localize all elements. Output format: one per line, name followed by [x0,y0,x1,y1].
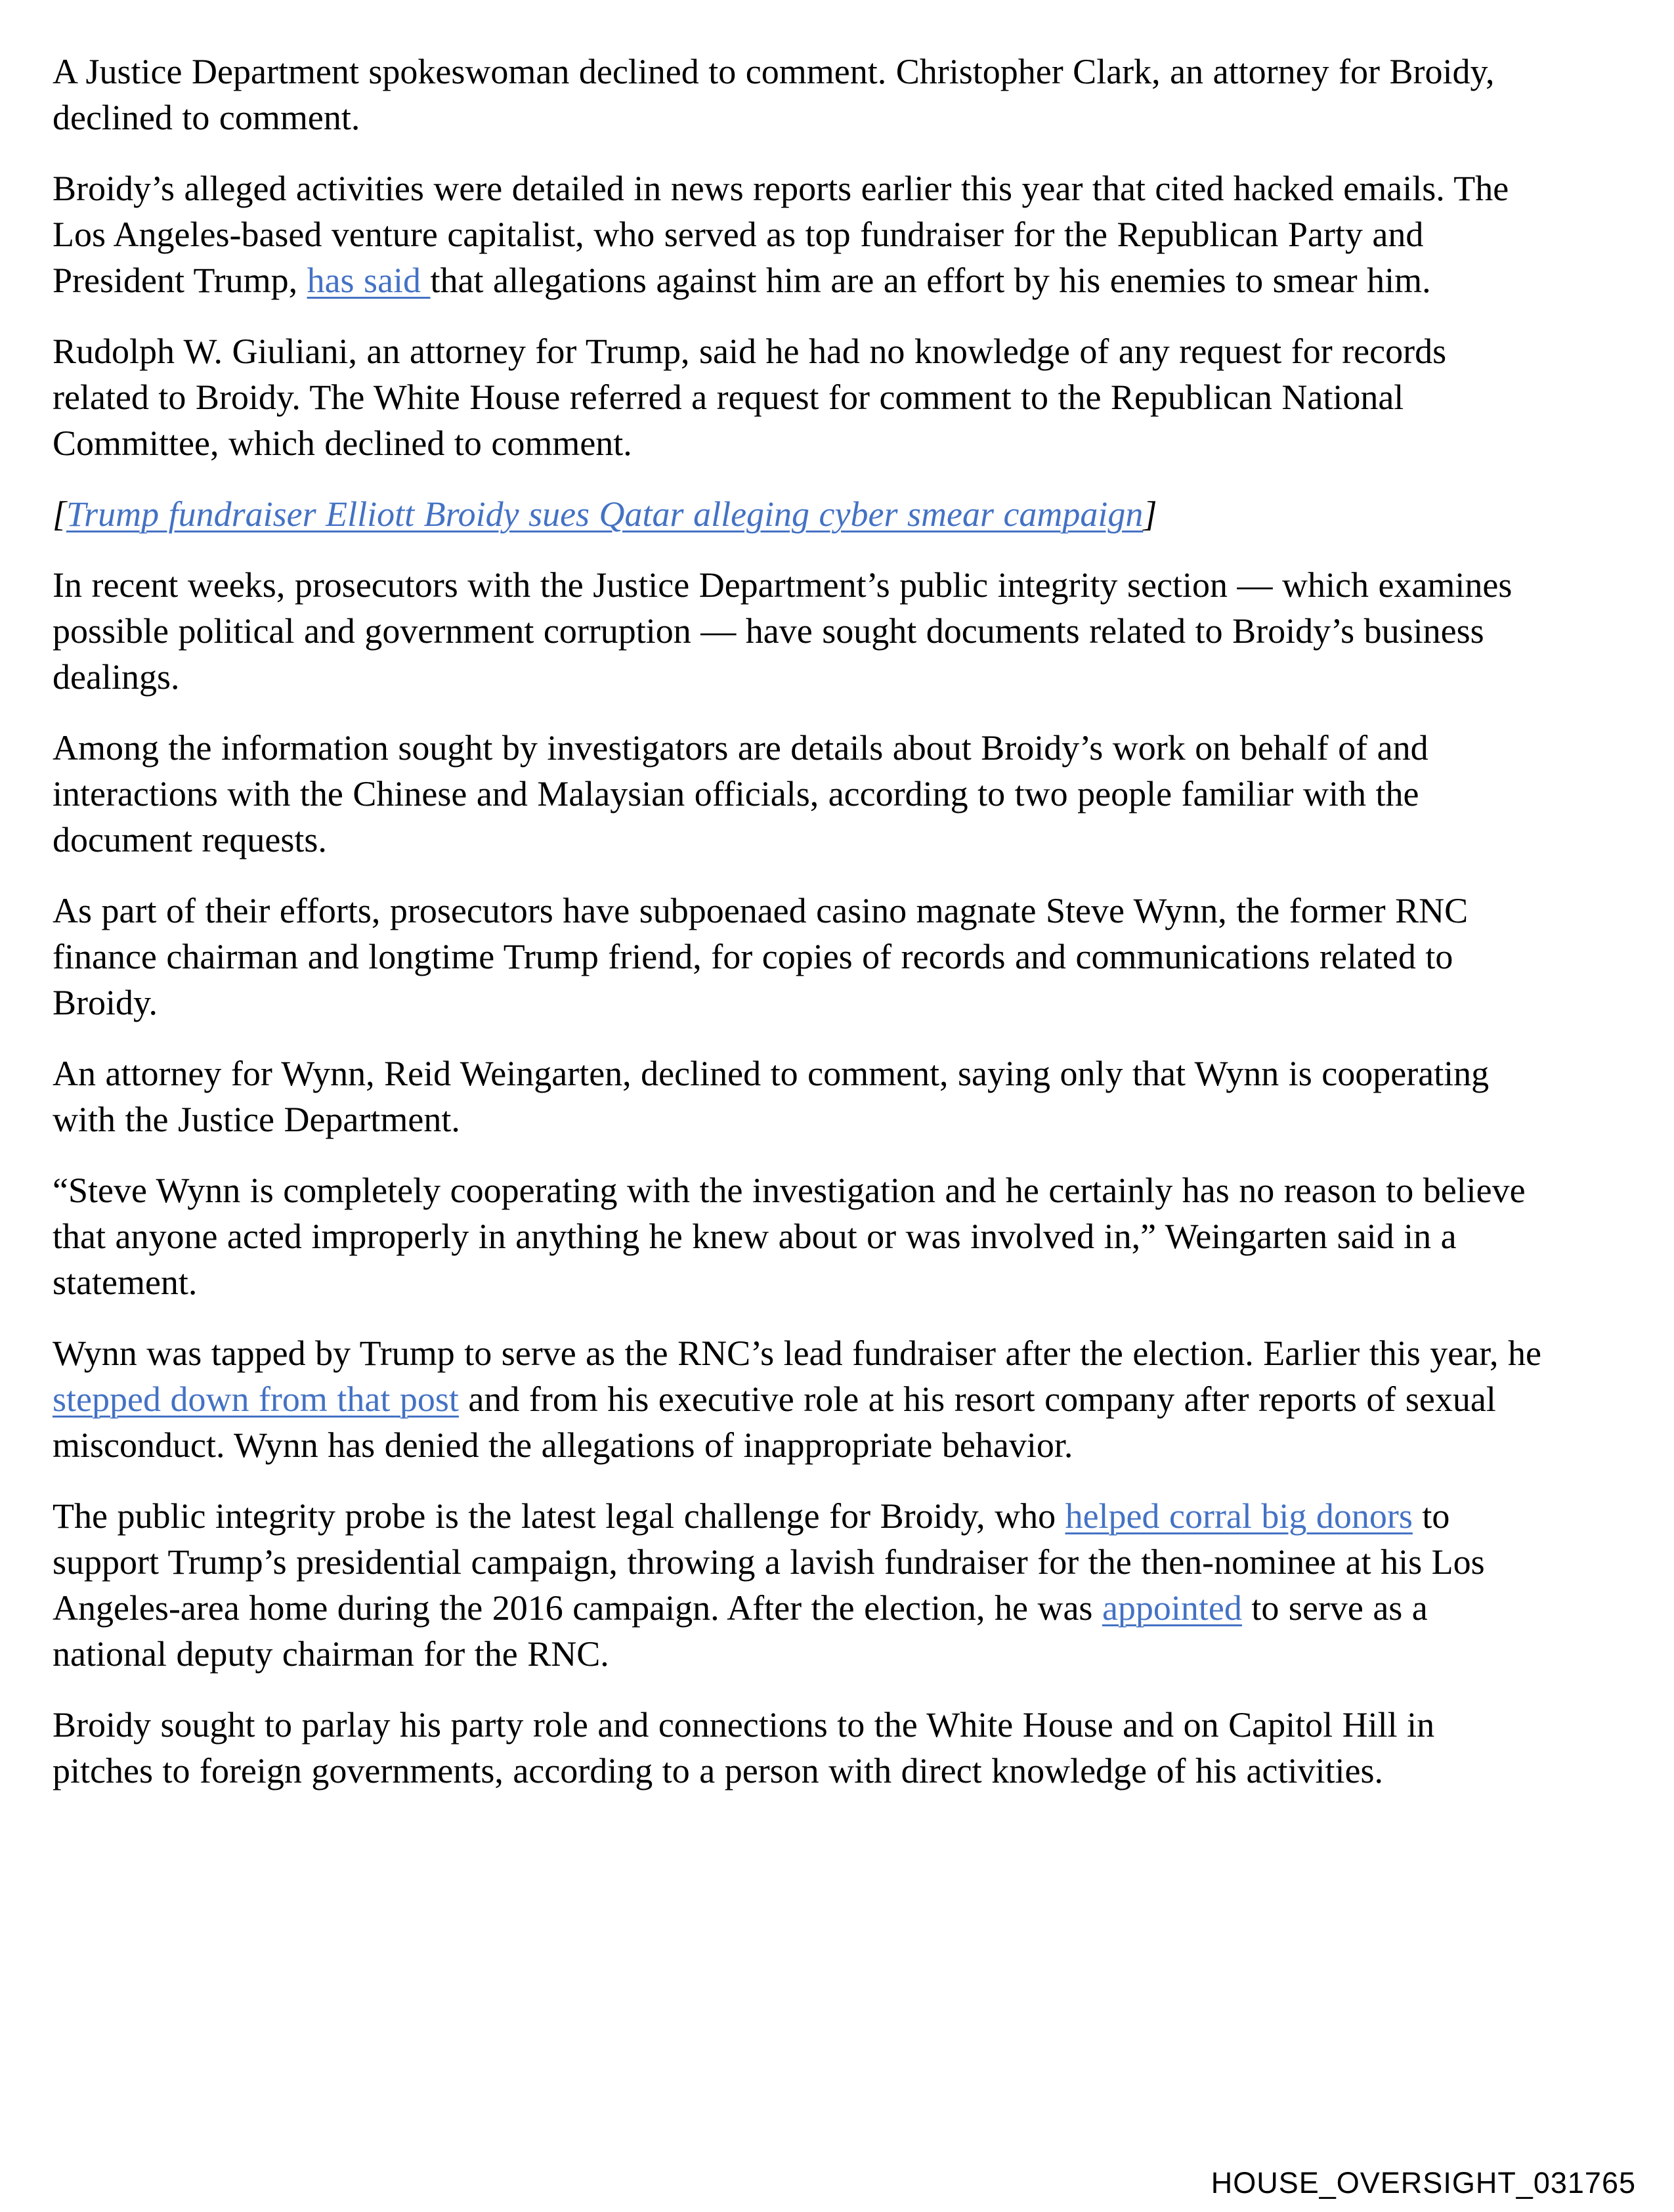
text-run: Wynn was tapped by Trump to serve as the RNC’s lead fundraiser after the election. Earlier this year, he [53,1334,1541,1373]
text-run: to serve as a national deputy chairman for the RNC. [53,1588,1428,1674]
paragraph [53,1493,1543,1677]
text-run: and from his executive role at his resort company after reports of sexual misconduct. Wynn has denied the allegations of inappropriate behavior. [53,1379,1496,1465]
bates-number: HOUSE_OVERSIGHT_031765 [1211,2166,1636,2200]
text-run: [ [53,494,67,534]
paragraph [53,1167,1543,1305]
inline-link[interactable]: helped corral big donors [1065,1496,1413,1536]
paragraph [53,725,1543,863]
text-run: Broidy sought to parlay his party role and connections to the White House and on Capitol Hill in pitches to foreign governments, according to a person with direct knowledge of his activities. [53,1705,1435,1790]
paragraph [53,491,1543,537]
text-run: An attorney for Wynn, Reid Weingarten, declined to comment, saying only that Wynn is cooperating with the Justice Department. [53,1054,1490,1139]
text-run: to support Trump’s presidential campaign, throwing a lavish fundraiser for the then-nominee at his Los Angeles-area home during the 2016 campaign. After the election, he was [53,1496,1485,1628]
text-run: In recent weeks, prosecutors with the Justice Department’s public integrity section — which examines possible political and government corruption — have sought documents related to Broidy’s business dealings. [53,565,1513,697]
paragraph [53,1051,1543,1142]
text-run: As part of their efforts, prosecutors have subpoenaed casino magnate Steve Wynn, the former RNC finance chairman and longtime Trump friend, for copies of records and communications related to Broidy. [53,891,1469,1022]
text-run: “Steve Wynn is completely cooperating with the investigation and he certainly has no reason to believe that anyone acted improperly in anything he knew about or was involved in,” Weingarten said in a statement. [53,1171,1526,1302]
inline-link[interactable]: appointed [1102,1588,1242,1628]
document-body [53,49,1543,1794]
paragraph [53,328,1543,466]
inline-link[interactable]: stepped down from that post [53,1379,459,1419]
inline-link[interactable]: Trump fundraiser Elliott Broidy sues Qatar alleging cyber smear campaign [66,494,1144,534]
inline-link[interactable]: has said [307,261,431,300]
paragraph [53,165,1543,303]
text-run: ] [1143,494,1157,534]
text-run: Among the information sought by investigators are details about Broidy’s work on behalf of and interactions with the Chinese and Malaysian officials, according to two people familiar with the document requests. [53,728,1428,859]
text-run: Broidy’s alleged activities were detailed in news reports earlier this year that cited hacked emails. The Los Angeles-based venture capitalist, who served as top fundraiser for the Republican Party and President Trump, [53,169,1509,300]
paragraph [53,562,1543,700]
text-run: that allegations against him are an effort by his enemies to smear him. [430,261,1431,300]
paragraph [53,1330,1543,1468]
paragraph [53,888,1543,1026]
paragraph [53,1702,1543,1794]
text-run: The public integrity probe is the latest legal challenge for Broidy, who [53,1496,1065,1536]
text-run: A Justice Department spokeswoman declined to comment. Christopher Clark, an attorney for Broidy, declined to comment. [53,52,1495,137]
text-run: Rudolph W. Giuliani, an attorney for Trump, said he had no knowledge of any request for records related to Broidy. The White House referred a request for comment to the Republican National Committee, which declined to comment. [53,332,1447,463]
paragraph [53,49,1543,141]
